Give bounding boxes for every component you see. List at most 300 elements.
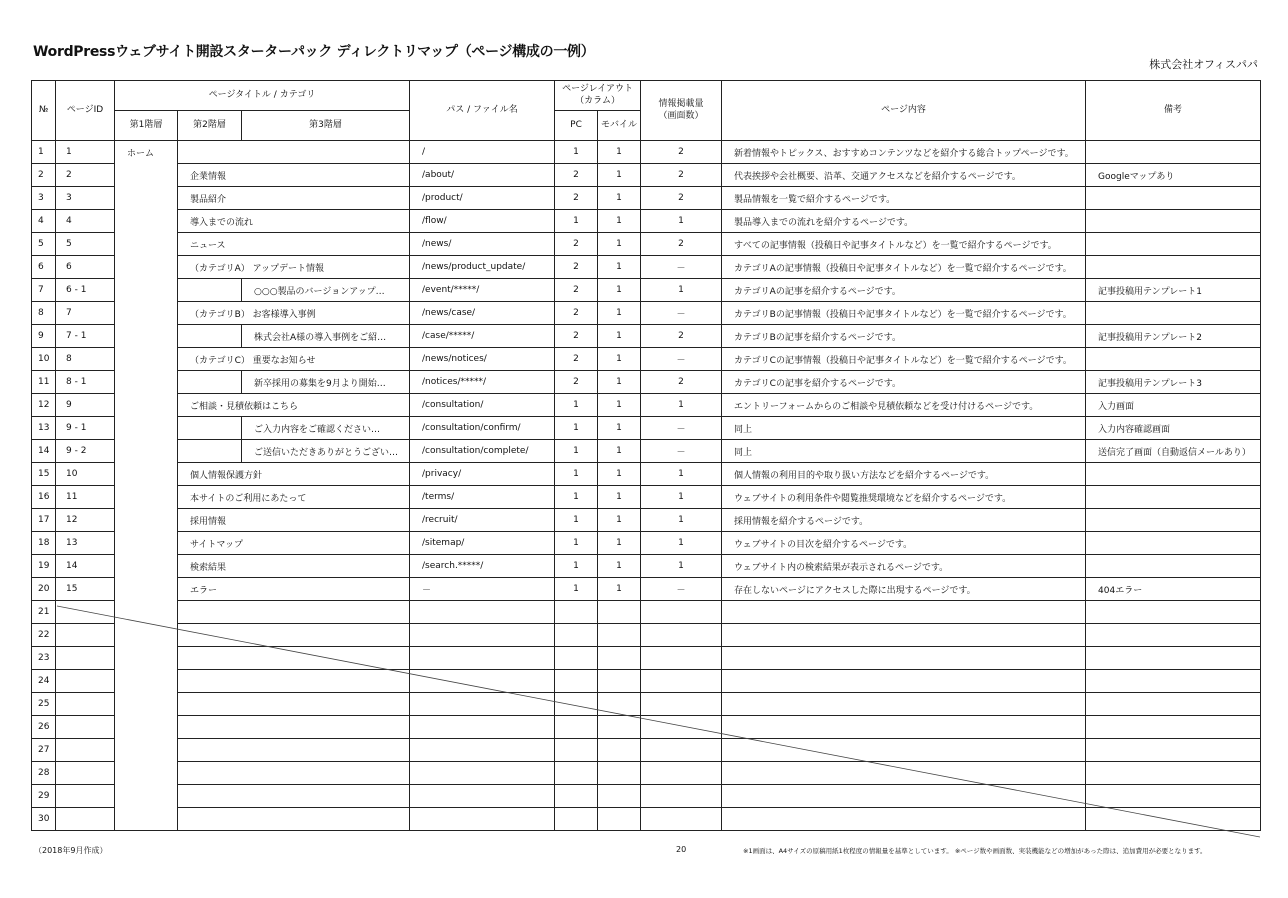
page-id <box>56 647 115 670</box>
level2-cell: ご相談・見積依頼はこちら <box>178 394 410 417</box>
path-cell <box>410 808 555 831</box>
info-amount: 2 <box>641 141 722 164</box>
row-number: 28 <box>32 762 56 785</box>
path-cell <box>410 693 555 716</box>
table-row <box>32 532 1261 555</box>
page-id: 11 <box>56 486 115 509</box>
pc-columns <box>555 808 598 831</box>
pc-columns: 1 <box>555 555 598 578</box>
level2-cell <box>178 762 410 785</box>
row-number: 10 <box>32 348 56 371</box>
info-amount: 2 <box>641 371 722 394</box>
path-cell: /consultation/complete/ <box>410 440 555 463</box>
header-layout: ページレイアウト（カラム） <box>555 81 641 111</box>
table-row-empty <box>32 670 1261 693</box>
note-cell <box>1086 532 1261 555</box>
path-cell: /terms/ <box>410 486 555 509</box>
content-cell <box>722 601 1086 624</box>
page-id <box>56 601 115 624</box>
mobile-columns: 1 <box>598 440 641 463</box>
info-amount: 1 <box>641 486 722 509</box>
row-number: 30 <box>32 808 56 831</box>
path-cell <box>410 739 555 762</box>
mobile-columns: 1 <box>598 279 641 302</box>
header-level3: 第3階層 <box>242 111 410 141</box>
row-number: 11 <box>32 371 56 394</box>
info-amount: 1 <box>641 532 722 555</box>
table-row <box>32 440 1261 463</box>
content-cell <box>722 762 1086 785</box>
info-amount <box>641 762 722 785</box>
note-cell <box>1086 762 1261 785</box>
row-number: 19 <box>32 555 56 578</box>
mobile-columns: 1 <box>598 348 641 371</box>
content-cell: カテゴリBの記事を紹介するページです。 <box>722 325 1086 348</box>
page-id: 10 <box>56 463 115 486</box>
pc-columns <box>555 739 598 762</box>
row-number: 15 <box>32 463 56 486</box>
footer-note: ※1画面は、A4サイズの原稿用紙1枚程度の情報量を基準としています。 ※ページ数や画面数、実装機能などの増加があった際は、追加費用が必要となります。 <box>743 847 1207 855</box>
table-row <box>32 256 1261 279</box>
table-body <box>32 141 1261 831</box>
info-amount: 1 <box>641 555 722 578</box>
level2-cell <box>178 808 410 831</box>
row-number: 23 <box>32 647 56 670</box>
mobile-columns: 1 <box>598 532 641 555</box>
row-number: 21 <box>32 601 56 624</box>
page-id <box>56 716 115 739</box>
content-cell: 存在しないページにアクセスした際に出現するページです。 <box>722 578 1086 601</box>
header-page-id: ページID <box>56 81 115 141</box>
level2-cell: 製品紹介 <box>178 187 410 210</box>
pc-columns: 2 <box>555 371 598 394</box>
content-cell: カテゴリCの記事情報（投稿日や記事タイトルなど）を一覧で紹介するページです。 <box>722 348 1086 371</box>
row-number: 2 <box>32 164 56 187</box>
table-row-empty <box>32 739 1261 762</box>
note-cell <box>1086 647 1261 670</box>
path-cell: /product/ <box>410 187 555 210</box>
content-cell: エントリーフォームからのご相談や見積依頼などを受け付けるページです。 <box>722 394 1086 417</box>
pc-columns <box>555 762 598 785</box>
note-cell: 記事投稿用テンプレート2 <box>1086 325 1261 348</box>
note-cell <box>1086 555 1261 578</box>
info-amount <box>641 601 722 624</box>
page-id <box>56 762 115 785</box>
level2-cell <box>178 279 242 302</box>
path-cell: /case/*****/ <box>410 325 555 348</box>
table-row <box>32 210 1261 233</box>
table-row-empty <box>32 647 1261 670</box>
pc-columns: 1 <box>555 440 598 463</box>
table-row-empty <box>32 762 1261 785</box>
info-amount: 2 <box>641 164 722 187</box>
level2-cell: 企業情報 <box>178 164 410 187</box>
info-amount <box>641 647 722 670</box>
page-id: 6 <box>56 256 115 279</box>
content-cell <box>722 739 1086 762</box>
table-row-empty <box>32 808 1261 831</box>
table-row <box>32 302 1261 325</box>
note-cell <box>1086 210 1261 233</box>
page-id <box>56 808 115 831</box>
pc-columns: 2 <box>555 233 598 256</box>
note-cell <box>1086 233 1261 256</box>
pc-columns <box>555 647 598 670</box>
page-id: 8 - 1 <box>56 371 115 394</box>
page-id: 9 - 1 <box>56 417 115 440</box>
header-info-amount: 情報掲載量（画面数） <box>641 81 722 141</box>
path-cell <box>410 624 555 647</box>
pc-columns: 2 <box>555 348 598 371</box>
path-cell: /privacy/ <box>410 463 555 486</box>
mobile-columns: 1 <box>598 463 641 486</box>
note-cell <box>1086 808 1261 831</box>
header-content: ページ内容 <box>722 81 1086 141</box>
pc-columns: 1 <box>555 417 598 440</box>
table-row <box>32 187 1261 210</box>
path-cell: /consultation/ <box>410 394 555 417</box>
note-cell <box>1086 256 1261 279</box>
mobile-columns: 1 <box>598 555 641 578</box>
content-cell: 製品導入までの流れを紹介するページです。 <box>722 210 1086 233</box>
path-cell: /recruit/ <box>410 509 555 532</box>
mobile-columns <box>598 647 641 670</box>
table-row <box>32 486 1261 509</box>
table-row <box>32 325 1261 348</box>
pc-columns <box>555 601 598 624</box>
info-amount <box>641 624 722 647</box>
content-cell: 同上 <box>722 417 1086 440</box>
content-cell: 個人情報の利用目的や取り扱い方法などを紹介するページです。 <box>722 463 1086 486</box>
page-id: 2 <box>56 164 115 187</box>
page-id <box>56 670 115 693</box>
mobile-columns: 1 <box>598 302 641 325</box>
note-cell <box>1086 187 1261 210</box>
note-cell <box>1086 693 1261 716</box>
pc-columns <box>555 670 598 693</box>
table-row <box>32 164 1261 187</box>
header-notes: 備考 <box>1086 81 1261 141</box>
level2-cell <box>178 647 410 670</box>
content-cell: 代表挨拶や会社概要、沿革、交通アクセスなどを紹介するページです。 <box>722 164 1086 187</box>
content-cell <box>722 624 1086 647</box>
table-row <box>32 509 1261 532</box>
content-cell <box>722 693 1086 716</box>
note-cell <box>1086 624 1261 647</box>
mobile-columns <box>598 693 641 716</box>
level2-cell: 検索結果 <box>178 555 410 578</box>
pc-columns: 2 <box>555 187 598 210</box>
row-number: 29 <box>32 785 56 808</box>
level2-cell: サイトマップ <box>178 532 410 555</box>
note-cell <box>1086 463 1261 486</box>
document-title: WordPressウェブサイト開設スターターパック ディレクトリマップ（ページ構成の一例） <box>33 44 595 60</box>
table-row <box>32 417 1261 440</box>
level2-cell: 個人情報保護方針 <box>178 463 410 486</box>
path-cell: /consultation/confirm/ <box>410 417 555 440</box>
level2-cell <box>178 417 242 440</box>
path-cell: /news/notices/ <box>410 348 555 371</box>
note-cell: 記事投稿用テンプレート1 <box>1086 279 1261 302</box>
level2-cell: （カテゴリB） お客様導入事例 <box>178 302 410 325</box>
row-number: 12 <box>32 394 56 417</box>
row-number: 14 <box>32 440 56 463</box>
row-number: 9 <box>32 325 56 348</box>
table-row <box>32 394 1261 417</box>
note-cell: 送信完了画面（自動返信メールあり） <box>1086 440 1261 463</box>
pc-columns <box>555 624 598 647</box>
info-amount: 2 <box>641 233 722 256</box>
note-cell <box>1086 302 1261 325</box>
row-number: 7 <box>32 279 56 302</box>
mobile-columns: 1 <box>598 578 641 601</box>
content-cell: ウェブサイト内の検索結果が表示されるページです。 <box>722 555 1086 578</box>
note-cell <box>1086 348 1261 371</box>
level3-cell: ご入力内容をご確認ください… <box>242 417 410 440</box>
content-cell <box>722 716 1086 739</box>
info-amount <box>641 808 722 831</box>
info-amount: 1 <box>641 394 722 417</box>
row-number: 24 <box>32 670 56 693</box>
page-id: 9 <box>56 394 115 417</box>
header-path: パス / ファイル名 <box>410 81 555 141</box>
table-row <box>32 348 1261 371</box>
page-number: 20 <box>676 845 687 854</box>
page-id: 6 - 1 <box>56 279 115 302</box>
row-number: 13 <box>32 417 56 440</box>
level2-cell <box>178 325 242 348</box>
pc-columns: 1 <box>555 509 598 532</box>
pc-columns: 1 <box>555 578 598 601</box>
mobile-columns <box>598 785 641 808</box>
content-cell: カテゴリAの記事を紹介するページです。 <box>722 279 1086 302</box>
note-cell <box>1086 785 1261 808</box>
info-amount: 2 <box>641 325 722 348</box>
content-cell: 採用情報を紹介するページです。 <box>722 509 1086 532</box>
row-number: 27 <box>32 739 56 762</box>
page-id <box>56 624 115 647</box>
path-cell: /about/ <box>410 164 555 187</box>
pc-columns <box>555 785 598 808</box>
directory-map-table-wrapper <box>31 80 1260 838</box>
pc-columns: 1 <box>555 486 598 509</box>
row-number: 17 <box>32 509 56 532</box>
page-id: 5 <box>56 233 115 256</box>
level2-cell: 採用情報 <box>178 509 410 532</box>
mobile-columns <box>598 808 641 831</box>
content-cell: カテゴリAの記事情報（投稿日や記事タイトルなど）を一覧で紹介するページです。 <box>722 256 1086 279</box>
content-cell: すべての記事情報（投稿日や記事タイトルなど）を一覧で紹介するページです。 <box>722 233 1086 256</box>
header-no: № <box>32 81 56 141</box>
row-number: 22 <box>32 624 56 647</box>
page-id <box>56 785 115 808</box>
mobile-columns: 1 <box>598 325 641 348</box>
level3-cell: ○○○製品のバージョンアップ… <box>242 279 410 302</box>
table-row-empty <box>32 785 1261 808</box>
header-page-title-category: ページタイトル / カテゴリ <box>115 81 410 111</box>
mobile-columns <box>598 739 641 762</box>
info-amount: － <box>641 417 722 440</box>
info-amount: － <box>641 302 722 325</box>
row-number: 3 <box>32 187 56 210</box>
mobile-columns <box>598 716 641 739</box>
content-cell: ウェブサイトの利用条件や閲覧推奨環境などを紹介するページです。 <box>722 486 1086 509</box>
pc-columns: 1 <box>555 394 598 417</box>
directory-map-table <box>31 80 1261 831</box>
page-id: 7 - 1 <box>56 325 115 348</box>
pc-columns: 2 <box>555 164 598 187</box>
table-row-empty <box>32 601 1261 624</box>
level1-cell: ホーム <box>115 141 178 831</box>
note-cell <box>1086 716 1261 739</box>
note-cell: 404エラー <box>1086 578 1261 601</box>
page-id <box>56 739 115 762</box>
path-cell: /flow/ <box>410 210 555 233</box>
mobile-columns <box>598 670 641 693</box>
page-id <box>56 693 115 716</box>
note-cell <box>1086 670 1261 693</box>
path-cell <box>410 762 555 785</box>
path-cell: /news/product_update/ <box>410 256 555 279</box>
mobile-columns: 1 <box>598 141 641 164</box>
company-name: 株式会社オフィスパパ <box>1149 58 1258 71</box>
table-row <box>32 233 1261 256</box>
path-cell <box>410 785 555 808</box>
path-cell: /notices/*****/ <box>410 371 555 394</box>
page-id: 7 <box>56 302 115 325</box>
content-cell: ウェブサイトの目次を紹介するページです。 <box>722 532 1086 555</box>
mobile-columns: 1 <box>598 187 641 210</box>
row-number: 6 <box>32 256 56 279</box>
content-cell: カテゴリCの記事を紹介するページです。 <box>722 371 1086 394</box>
content-cell <box>722 647 1086 670</box>
info-amount <box>641 739 722 762</box>
level2-cell <box>178 670 410 693</box>
pc-columns: 2 <box>555 279 598 302</box>
row-number: 5 <box>32 233 56 256</box>
level2-cell <box>178 601 410 624</box>
content-cell: 製品情報を一覧で紹介するページです。 <box>722 187 1086 210</box>
info-amount: 1 <box>641 509 722 532</box>
level2-cell: ニュース <box>178 233 410 256</box>
pc-columns: 1 <box>555 210 598 233</box>
level2-cell <box>178 371 242 394</box>
page-id: 14 <box>56 555 115 578</box>
path-cell <box>410 716 555 739</box>
level2-cell <box>178 624 410 647</box>
header-mobile: モバイル <box>598 111 641 141</box>
path-cell <box>410 601 555 624</box>
page-id: 12 <box>56 509 115 532</box>
mobile-columns: 1 <box>598 394 641 417</box>
path-cell <box>410 670 555 693</box>
table-row-empty <box>32 693 1261 716</box>
page-id: 1 <box>56 141 115 164</box>
level2-cell: 導入までの流れ <box>178 210 410 233</box>
note-cell <box>1086 739 1261 762</box>
header-level2: 第2階層 <box>178 111 242 141</box>
info-amount <box>641 785 722 808</box>
row-number: 1 <box>32 141 56 164</box>
row-number: 26 <box>32 716 56 739</box>
level2-cell <box>178 739 410 762</box>
path-cell: /event/*****/ <box>410 279 555 302</box>
level2-cell <box>178 693 410 716</box>
mobile-columns: 1 <box>598 256 641 279</box>
note-cell: 入力画面 <box>1086 394 1261 417</box>
table-row <box>32 578 1261 601</box>
page-id: 9 - 2 <box>56 440 115 463</box>
mobile-columns: 1 <box>598 417 641 440</box>
note-cell: Googleマップあり <box>1086 164 1261 187</box>
path-cell: － <box>410 578 555 601</box>
level2-cell <box>178 716 410 739</box>
note-cell <box>1086 601 1261 624</box>
level2-cell: （カテゴリA） アップデート情報 <box>178 256 410 279</box>
row-number: 8 <box>32 302 56 325</box>
page-id: 13 <box>56 532 115 555</box>
mobile-columns <box>598 601 641 624</box>
info-amount: － <box>641 348 722 371</box>
page-id: 4 <box>56 210 115 233</box>
row-number: 18 <box>32 532 56 555</box>
info-amount: 2 <box>641 187 722 210</box>
path-cell: / <box>410 141 555 164</box>
table-row <box>32 279 1261 302</box>
info-amount <box>641 716 722 739</box>
header-level1: 第1階層 <box>115 111 178 141</box>
info-amount: － <box>641 440 722 463</box>
info-amount: 1 <box>641 463 722 486</box>
level2-cell: 本サイトのご利用にあたって <box>178 486 410 509</box>
level2-cell <box>178 440 242 463</box>
note-cell <box>1086 141 1261 164</box>
path-cell <box>410 647 555 670</box>
pc-columns: 1 <box>555 532 598 555</box>
content-cell <box>722 670 1086 693</box>
page-id: 3 <box>56 187 115 210</box>
mobile-columns <box>598 624 641 647</box>
path-cell: /news/ <box>410 233 555 256</box>
table-row <box>32 463 1261 486</box>
info-amount: 1 <box>641 210 722 233</box>
table-row <box>32 555 1261 578</box>
mobile-columns: 1 <box>598 164 641 187</box>
header-pc: PC <box>555 111 598 141</box>
pc-columns: 1 <box>555 463 598 486</box>
info-amount: － <box>641 256 722 279</box>
content-cell: 同上 <box>722 440 1086 463</box>
table-row <box>32 141 1261 164</box>
pc-columns: 1 <box>555 141 598 164</box>
pc-columns: 2 <box>555 325 598 348</box>
content-cell <box>722 785 1086 808</box>
mobile-columns: 1 <box>598 233 641 256</box>
mobile-columns: 1 <box>598 509 641 532</box>
page-id: 8 <box>56 348 115 371</box>
pc-columns: 2 <box>555 256 598 279</box>
path-cell: /news/case/ <box>410 302 555 325</box>
note-cell: 記事投稿用テンプレート3 <box>1086 371 1261 394</box>
level2-cell <box>178 785 410 808</box>
level2-cell <box>178 141 410 164</box>
row-number: 20 <box>32 578 56 601</box>
info-amount: － <box>641 578 722 601</box>
note-cell <box>1086 509 1261 532</box>
note-cell: 入力内容確認画面 <box>1086 417 1261 440</box>
pc-columns <box>555 693 598 716</box>
level2-cell: （カテゴリC） 重要なお知らせ <box>178 348 410 371</box>
